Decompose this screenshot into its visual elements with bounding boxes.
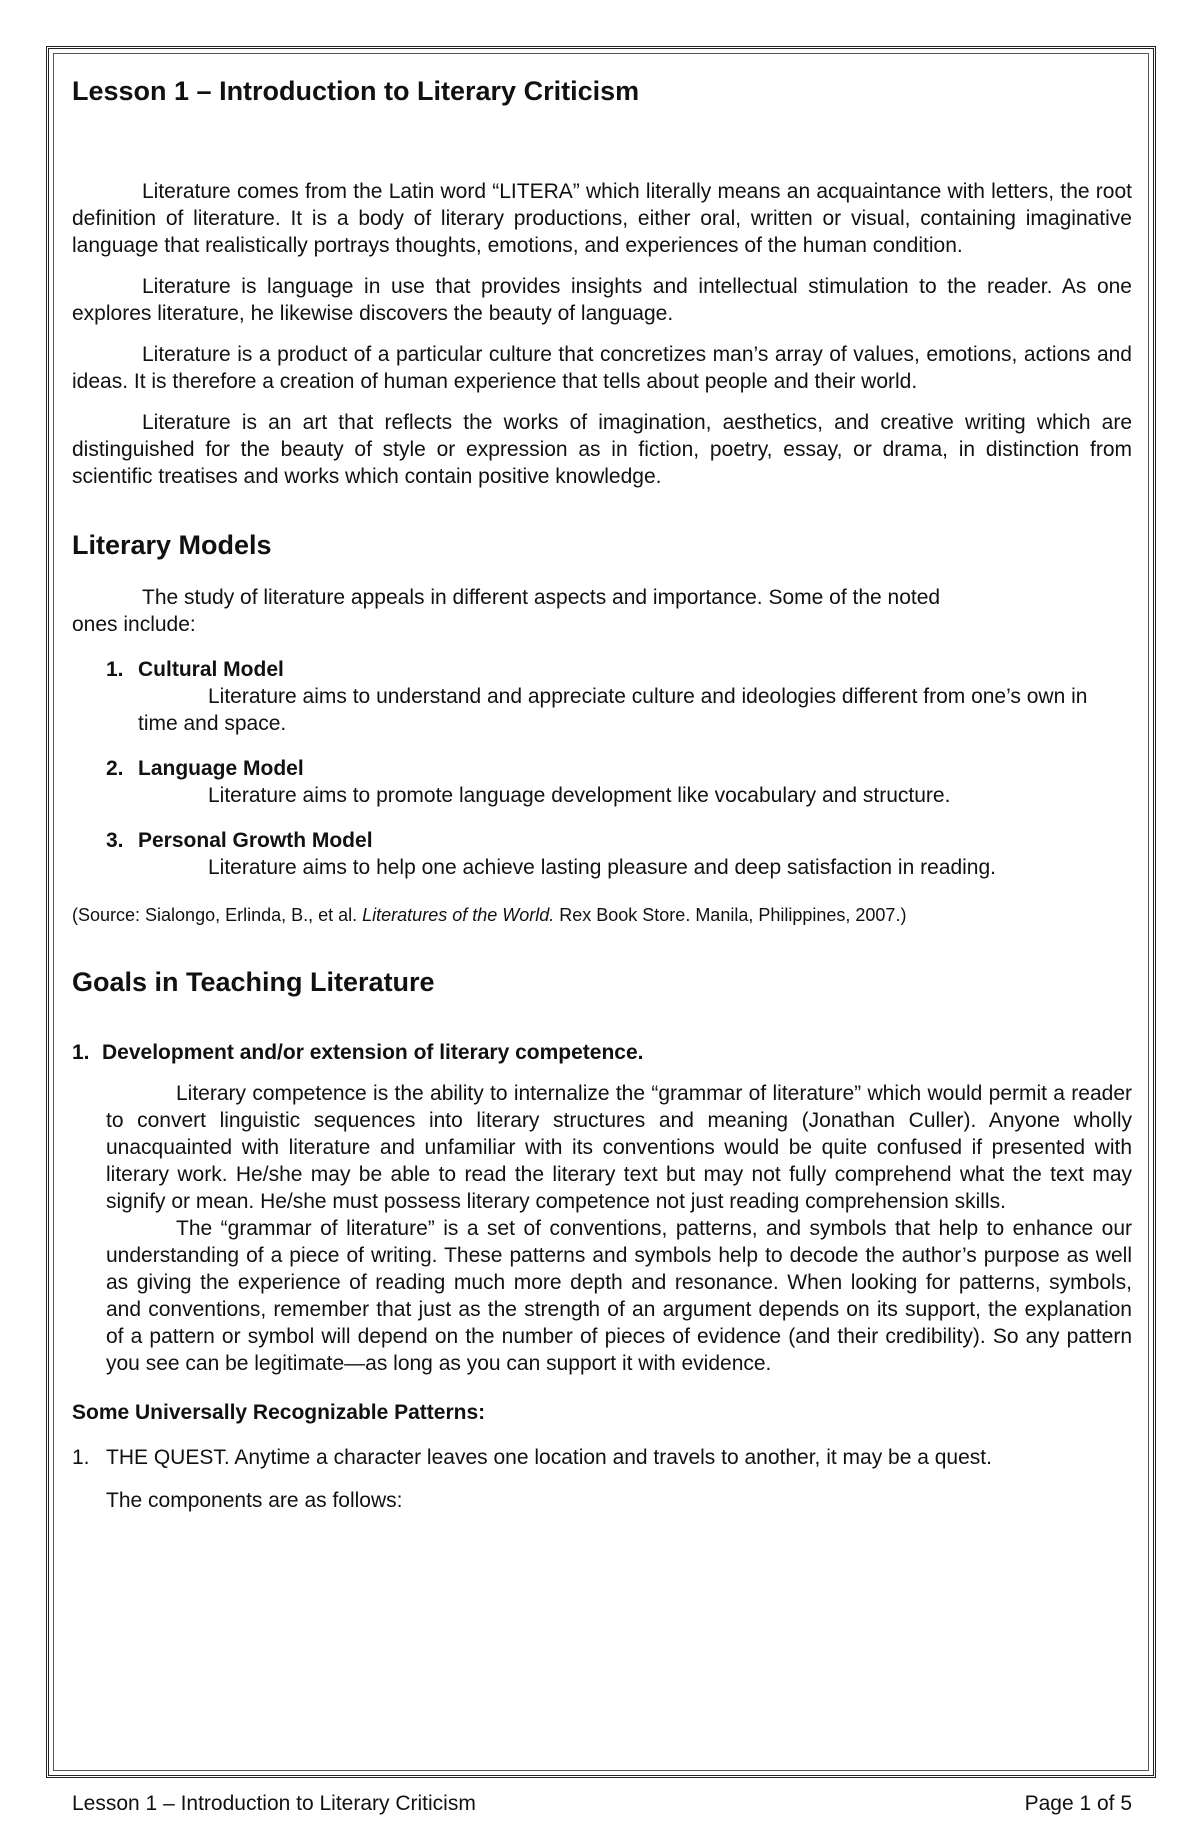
source-suffix: Rex Book Store. Manila, Philippines, 2007.) bbox=[554, 905, 907, 925]
footer-title: Lesson 1 – Introduction to Literary Criticism bbox=[72, 1792, 476, 1815]
intro-paragraph-1: Literature comes from the Latin word “LITERA” which literally means an acquaintance with letters, the root definition of literature. It is a body of literary productions, either oral, written or visual, containing imaginative language that realistically portrays thoughts, emotions, and experiences of the human condition. bbox=[72, 180, 1132, 257]
model-title: Personal Growth Model bbox=[138, 829, 373, 852]
model-item-personal-growth bbox=[72, 827, 1132, 881]
literary-models-intro-line-2: ones include: bbox=[72, 613, 196, 636]
source-prefix: (Source: Sialongo, Erlinda, B., et al. bbox=[72, 905, 363, 925]
model-number: 3. bbox=[106, 829, 124, 852]
model-number: 2. bbox=[106, 757, 124, 780]
pattern-item-quest bbox=[72, 1444, 1132, 1471]
model-description: Literature aims to help one achieve lasting pleasure and deep satisfaction in reading. bbox=[208, 856, 997, 879]
goals-heading: Goals in Teaching Literature bbox=[72, 967, 435, 997]
intro-paragraph-2: Literature is language in use that provides insights and intellectual stimulation to the reader. As one explores literature, he likewise discovers the beauty of language. bbox=[72, 275, 1132, 325]
footer-page-number: Page 1 of 5 bbox=[1024, 1792, 1132, 1815]
model-description: Literature aims to promote language development like vocabulary and structure. bbox=[208, 784, 951, 807]
goal-item-1-heading bbox=[72, 1039, 1132, 1066]
source-book-title: Literatures of the World. bbox=[362, 905, 555, 925]
goal-item-1-body bbox=[72, 1080, 1132, 1377]
intro-paragraph-3: Literature is a product of a particular culture that concretizes man’s array of values, emotions, actions and ideas. It is therefore a creation of human experience that tells about people and their world. bbox=[72, 343, 1132, 393]
literary-models-heading: Literary Models bbox=[72, 530, 272, 560]
goal-paragraph-2: The “grammar of literature” is a set of conventions, patterns, and symbols that help to enhance our understanding of a piece of writing. These patterns and symbols help to decode the author’s purpose as well as giving the experience of reading much more depth and resonance. When looking for patterns, symbols, and conventions, remember that just as the strength of an argument depends on its support, the explanation of a pattern or symbol will depend on the number of pieces of evidence (and their credibility). So any pattern you see can be legitimate—as long as you can support it with evidence. bbox=[106, 1217, 1132, 1375]
patterns-heading: Some Universally Recognizable Patterns: bbox=[72, 1401, 486, 1424]
model-number: 1. bbox=[106, 658, 124, 681]
components-line: The components are as follows: bbox=[106, 1489, 403, 1512]
model-title: Language Model bbox=[138, 757, 304, 780]
intro-paragraph-4: Literature is an art that reflects the works of imagination, aesthetics, and creative writing which are distinguished for the beauty of style or expression as in fiction, poetry, essay, or drama, in distinction from scientific treatises and works which contain positive knowledge. bbox=[72, 411, 1132, 488]
model-item-cultural bbox=[72, 656, 1132, 737]
goal-number: 1. bbox=[72, 1041, 90, 1064]
lesson-title: Lesson 1 – Introduction to Literary Criticism bbox=[72, 76, 640, 106]
model-title: Cultural Model bbox=[138, 658, 284, 681]
goal-title: Development and/or extension of literary competence. bbox=[102, 1041, 644, 1064]
document-body bbox=[72, 70, 1132, 1514]
goal-paragraph-1: Literary competence is the ability to internalize the “grammar of literature” which would permit a reader to convert linguistic sequences into literary structures and meaning (Jonathan Culler). Anyone wholly unacquainted with literature and unfamiliar with its conventions would be quite confused if presented with literary work. He/she may be able to read the literary text but may not fully comprehend what the text may signify or mean. He/she must possess literary competence not just reading comprehension skills. bbox=[106, 1082, 1132, 1213]
pattern-number: 1. bbox=[72, 1446, 90, 1469]
model-description: Literature aims to understand and appreciate culture and ideologies different from one’s own in time and space. bbox=[138, 685, 1088, 735]
model-item-language bbox=[72, 755, 1132, 809]
source-citation bbox=[72, 903, 1132, 927]
literary-models-intro bbox=[72, 584, 1132, 638]
literary-models-intro-line-1: The study of literature appeals in different aspects and importance. Some of the noted bbox=[142, 586, 941, 609]
page-footer bbox=[72, 1790, 1132, 1817]
pattern-text: THE QUEST. Anytime a character leaves one location and travels to another, it may be a quest. bbox=[106, 1446, 992, 1469]
